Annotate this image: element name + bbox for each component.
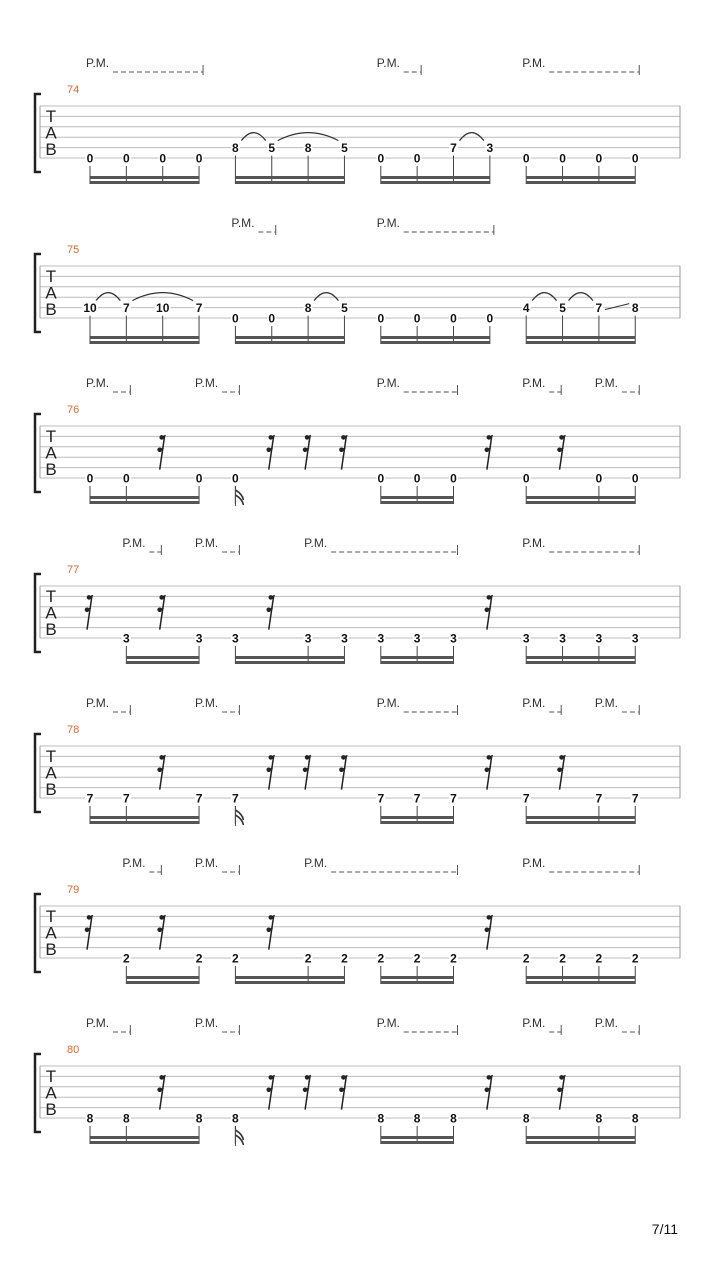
palm-mute-label: P.M. bbox=[195, 1016, 219, 1030]
fret-number: 0 bbox=[450, 311, 457, 326]
fret-number: 5 bbox=[341, 141, 348, 156]
sixteenth-flag bbox=[235, 810, 243, 825]
sixteenth-rest bbox=[341, 1075, 346, 1109]
beam-primary bbox=[90, 1141, 199, 1144]
sixteenth-rest bbox=[487, 1075, 492, 1109]
tab-clef-letter: A bbox=[45, 1083, 57, 1103]
palm-mute-label: P.M. bbox=[86, 56, 110, 70]
tab-clef-letter: A bbox=[45, 443, 57, 463]
beam-secondary bbox=[90, 816, 199, 819]
palm-mute-label: P.M. bbox=[522, 856, 546, 870]
page-number: 7/11 bbox=[651, 1221, 678, 1237]
beam-primary bbox=[90, 181, 199, 184]
sixteenth-rest bbox=[341, 435, 346, 469]
tab-clef-letter: B bbox=[45, 780, 57, 799]
measure-number: 76 bbox=[67, 404, 80, 416]
palm-mute-label: P.M. bbox=[195, 856, 219, 870]
beam-secondary bbox=[526, 336, 635, 339]
fret-number: 0 bbox=[86, 471, 94, 486]
fret-number: 8 bbox=[595, 1111, 603, 1126]
fret-number: 0 bbox=[195, 151, 203, 166]
staff-system bbox=[35, 216, 680, 344]
beam-secondary bbox=[381, 496, 454, 499]
tie-arc bbox=[460, 133, 484, 141]
staff-system bbox=[35, 536, 680, 664]
beam-secondary bbox=[381, 656, 454, 659]
tab-clef-letter: T bbox=[45, 267, 57, 286]
staff-system bbox=[35, 696, 680, 826]
fret-number: 7 bbox=[522, 791, 530, 806]
fret-number: 3 bbox=[123, 631, 130, 646]
palm-mute-label: P.M. bbox=[304, 856, 328, 870]
tab-clef-letter: A bbox=[45, 603, 57, 623]
fret-number: 0 bbox=[522, 151, 530, 166]
fret-number: 8 bbox=[123, 1111, 130, 1126]
staff-system bbox=[35, 1016, 680, 1146]
fret-number: 0 bbox=[377, 311, 385, 326]
sixteenth-rest bbox=[269, 755, 274, 789]
tab-clef-letter: T bbox=[45, 427, 57, 446]
beam-primary bbox=[526, 1141, 635, 1144]
sixteenth-rest bbox=[160, 1075, 165, 1109]
fret-number: 2 bbox=[123, 951, 130, 966]
palm-mute-label: P.M. bbox=[376, 56, 400, 70]
tab-clef-letter: B bbox=[45, 140, 57, 159]
tie-arc bbox=[241, 133, 265, 141]
beam-primary bbox=[526, 341, 635, 344]
palm-mute-label: P.M. bbox=[86, 696, 110, 710]
palm-mute-label: P.M. bbox=[122, 536, 146, 550]
beam-primary bbox=[381, 821, 454, 824]
palm-mute-label: P.M. bbox=[195, 536, 219, 550]
beam-primary bbox=[126, 661, 199, 664]
fret-number: 8 bbox=[86, 1111, 94, 1126]
beam-primary bbox=[526, 821, 635, 824]
rest-dot bbox=[559, 435, 564, 440]
sixteenth-rest bbox=[305, 435, 310, 469]
beam-primary bbox=[381, 1141, 454, 1144]
tab-clef-letter: T bbox=[45, 747, 57, 766]
palm-mute-label: P.M. bbox=[376, 376, 400, 390]
beam-secondary bbox=[235, 976, 344, 979]
palm-mute-label: P.M. bbox=[195, 696, 219, 710]
tie-arc bbox=[569, 293, 593, 301]
fret-number: 8 bbox=[631, 301, 639, 316]
rest-dot bbox=[268, 435, 273, 440]
sixteenth-rest bbox=[487, 755, 492, 789]
fret-number: 7 bbox=[377, 791, 385, 806]
sixteenth-rest bbox=[487, 915, 492, 949]
fret-number: 0 bbox=[232, 471, 239, 486]
fret-number: 3 bbox=[304, 631, 312, 646]
tie-arc bbox=[96, 293, 120, 301]
sixteenth-rest bbox=[269, 1075, 274, 1109]
fret-number: 7 bbox=[595, 301, 603, 316]
sixteenth-rest bbox=[269, 595, 274, 629]
fret-number: 2 bbox=[413, 951, 421, 966]
palm-mute-label: P.M. bbox=[376, 216, 400, 230]
fret-number: 0 bbox=[413, 151, 421, 166]
sixteenth-rest bbox=[269, 435, 274, 469]
fret-number: 3 bbox=[377, 631, 385, 646]
beam-secondary bbox=[90, 496, 199, 499]
sixteenth-rest bbox=[160, 435, 165, 469]
fret-number: 8 bbox=[232, 1111, 239, 1126]
beam-primary bbox=[526, 981, 635, 984]
beam-primary bbox=[381, 341, 490, 344]
beam-secondary bbox=[381, 816, 454, 819]
beam-secondary bbox=[126, 976, 199, 979]
beam-primary bbox=[235, 341, 344, 344]
fret-number: 7 bbox=[450, 791, 457, 806]
palm-mute-label: P.M. bbox=[522, 1016, 546, 1030]
fret-number: 8 bbox=[450, 1111, 457, 1126]
tab-clef-letter: A bbox=[45, 923, 57, 943]
beam-primary bbox=[526, 501, 635, 504]
beam-primary bbox=[235, 981, 344, 984]
tab-clef-letter: T bbox=[45, 907, 57, 926]
tab-clef-letter: B bbox=[45, 620, 57, 639]
fret-number: 0 bbox=[86, 151, 94, 166]
fret-number: 7 bbox=[232, 791, 239, 806]
palm-mute-label: P.M. bbox=[522, 536, 546, 550]
tab-clef-letter: A bbox=[45, 283, 57, 303]
beam-primary bbox=[235, 181, 344, 184]
fret-number: 2 bbox=[522, 951, 530, 966]
palm-mute-label: P.M. bbox=[376, 1016, 400, 1030]
sixteenth-rest bbox=[305, 1075, 310, 1109]
palm-mute-label: P.M. bbox=[594, 1016, 619, 1030]
beam-secondary bbox=[381, 1136, 454, 1139]
fret-number: 2 bbox=[304, 951, 312, 966]
fret-number: 5 bbox=[341, 301, 348, 316]
sixteenth-rest bbox=[487, 595, 492, 629]
fret-number: 8 bbox=[413, 1111, 421, 1126]
fret-number: 0 bbox=[413, 471, 421, 486]
beam-secondary bbox=[526, 496, 635, 499]
beam-secondary bbox=[381, 176, 490, 179]
sixteenth-rest bbox=[560, 435, 565, 469]
beam-secondary bbox=[526, 816, 635, 819]
fret-number: 2 bbox=[195, 951, 203, 966]
sixteenth-rest bbox=[87, 915, 92, 949]
fret-number: 2 bbox=[450, 951, 457, 966]
fret-number: 3 bbox=[195, 631, 203, 646]
staff-system bbox=[35, 56, 680, 184]
beam-primary bbox=[90, 501, 199, 504]
sixteenth-rest bbox=[487, 435, 492, 469]
beam-secondary bbox=[526, 176, 635, 179]
fret-number: 0 bbox=[232, 311, 239, 326]
beam-primary bbox=[235, 661, 344, 664]
sixteenth-flag bbox=[235, 490, 243, 505]
fret-number: 0 bbox=[159, 151, 167, 166]
fret-number: 0 bbox=[195, 471, 203, 486]
fret-number: 2 bbox=[377, 951, 385, 966]
tab-clef-letter: B bbox=[45, 1100, 57, 1119]
fret-number: 8 bbox=[377, 1111, 385, 1126]
beam-secondary bbox=[90, 176, 199, 179]
fret-number: 7 bbox=[123, 301, 130, 316]
beam-primary bbox=[90, 821, 199, 824]
beam-secondary bbox=[235, 656, 344, 659]
measure-number: 77 bbox=[67, 564, 80, 576]
fret-number: 2 bbox=[631, 951, 639, 966]
fret-number: 7 bbox=[86, 791, 94, 806]
measure-number: 80 bbox=[67, 1044, 80, 1056]
tab-clef-letter: A bbox=[45, 763, 57, 783]
tab-clef-letter: A bbox=[45, 123, 57, 143]
fret-number: 7 bbox=[123, 791, 130, 806]
staff-system bbox=[35, 856, 680, 984]
fret-number: 5 bbox=[268, 141, 276, 156]
fret-number: 0 bbox=[377, 471, 385, 486]
fret-number: 2 bbox=[341, 951, 348, 966]
beam-primary bbox=[526, 661, 635, 664]
fret-number: 3 bbox=[522, 631, 530, 646]
rest-dot bbox=[159, 435, 164, 440]
tie-arc bbox=[532, 293, 556, 301]
fret-number: 8 bbox=[522, 1111, 530, 1126]
beam-secondary bbox=[90, 336, 199, 339]
sixteenth-rest bbox=[341, 755, 346, 789]
sixteenth-rest bbox=[160, 755, 165, 789]
beam-primary bbox=[381, 661, 454, 664]
fret-number: 0 bbox=[123, 151, 130, 166]
fret-number: 3 bbox=[631, 631, 639, 646]
palm-mute-label: P.M. bbox=[376, 696, 400, 710]
fret-number: 0 bbox=[595, 471, 603, 486]
beam-secondary bbox=[381, 336, 490, 339]
tie-arc bbox=[132, 293, 193, 301]
tab-clef-letter: B bbox=[45, 940, 57, 959]
tab-clef-letter: T bbox=[45, 1067, 57, 1086]
fret-number: 10 bbox=[156, 301, 170, 316]
fret-number: 0 bbox=[595, 151, 603, 166]
fret-number: 7 bbox=[450, 141, 457, 156]
fret-number: 10 bbox=[83, 301, 97, 316]
beam-secondary bbox=[526, 656, 635, 659]
palm-mute-label: P.M. bbox=[594, 376, 619, 390]
fret-number: 0 bbox=[631, 471, 639, 486]
palm-mute-label: P.M. bbox=[86, 1016, 110, 1030]
measure-number: 75 bbox=[67, 244, 80, 256]
palm-mute-label: P.M. bbox=[122, 856, 146, 870]
fret-number: 7 bbox=[631, 791, 639, 806]
palm-mute-label: P.M. bbox=[231, 216, 255, 230]
fret-number: 5 bbox=[559, 301, 566, 316]
sixteenth-flag bbox=[235, 1130, 243, 1145]
beam-primary bbox=[381, 181, 490, 184]
fret-number: 0 bbox=[559, 151, 566, 166]
slide-line bbox=[605, 304, 629, 310]
palm-mute-label: P.M. bbox=[594, 696, 619, 710]
beam-primary bbox=[126, 981, 199, 984]
beam-secondary bbox=[235, 336, 344, 339]
sixteenth-rest bbox=[160, 915, 165, 949]
palm-mute-label: P.M. bbox=[86, 376, 110, 390]
measure-number: 74 bbox=[67, 84, 80, 96]
beam-primary bbox=[90, 341, 199, 344]
fret-number: 2 bbox=[559, 951, 566, 966]
sixteenth-rest bbox=[560, 1075, 565, 1109]
fret-number: 7 bbox=[413, 791, 421, 806]
fret-number: 8 bbox=[232, 141, 239, 156]
fret-number: 2 bbox=[232, 951, 239, 966]
sixteenth-rest bbox=[560, 755, 565, 789]
beam-primary bbox=[381, 981, 454, 984]
fret-number: 0 bbox=[123, 471, 130, 486]
fret-number: 3 bbox=[232, 631, 239, 646]
beam-secondary bbox=[526, 976, 635, 979]
beam-secondary bbox=[235, 176, 344, 179]
fret-number: 4 bbox=[522, 301, 530, 316]
fret-number: 3 bbox=[595, 631, 603, 646]
fret-number: 8 bbox=[631, 1111, 639, 1126]
fret-number: 8 bbox=[304, 301, 312, 316]
beam-primary bbox=[381, 501, 454, 504]
fret-number: 0 bbox=[522, 471, 530, 486]
palm-mute-label: P.M. bbox=[195, 376, 219, 390]
fret-number: 3 bbox=[413, 631, 421, 646]
palm-mute-label: P.M. bbox=[522, 56, 546, 70]
tie-arc bbox=[278, 133, 339, 141]
fret-number: 3 bbox=[341, 631, 348, 646]
fret-number: 0 bbox=[631, 151, 639, 166]
beam-secondary bbox=[381, 976, 454, 979]
fret-number: 0 bbox=[268, 311, 276, 326]
fret-number: 0 bbox=[377, 151, 385, 166]
beam-secondary bbox=[526, 1136, 635, 1139]
fret-number: 8 bbox=[195, 1111, 203, 1126]
rest-dot bbox=[341, 435, 346, 440]
sixteenth-rest bbox=[269, 915, 274, 949]
palm-mute-label: P.M. bbox=[304, 536, 328, 550]
fret-number: 0 bbox=[450, 471, 457, 486]
fret-number: 2 bbox=[595, 951, 603, 966]
fret-number: 7 bbox=[595, 791, 603, 806]
beam-primary bbox=[526, 181, 635, 184]
beam-secondary bbox=[126, 656, 199, 659]
palm-mute-label: P.M. bbox=[522, 376, 546, 390]
fret-number: 3 bbox=[450, 631, 457, 646]
sixteenth-rest bbox=[87, 595, 92, 629]
fret-number: 3 bbox=[559, 631, 566, 646]
tab-clef-letter: B bbox=[45, 300, 57, 319]
fret-number: 0 bbox=[486, 311, 494, 326]
palm-mute-label: P.M. bbox=[522, 696, 546, 710]
fret-number: 8 bbox=[304, 141, 312, 156]
tab-clef-letter: T bbox=[45, 587, 57, 606]
measure-number: 78 bbox=[67, 724, 80, 736]
fret-number: 7 bbox=[195, 791, 203, 806]
fret-number: 3 bbox=[486, 141, 494, 156]
tab-clef-letter: T bbox=[45, 107, 57, 126]
beam-secondary bbox=[90, 1136, 199, 1139]
staff-system bbox=[35, 376, 680, 506]
fret-number: 7 bbox=[195, 301, 203, 316]
sixteenth-rest bbox=[160, 595, 165, 629]
sixteenth-rest bbox=[305, 755, 310, 789]
measure-number: 79 bbox=[67, 884, 80, 896]
fret-number: 0 bbox=[413, 311, 421, 326]
tie-arc bbox=[314, 293, 338, 301]
tab-clef-letter: B bbox=[45, 460, 57, 479]
